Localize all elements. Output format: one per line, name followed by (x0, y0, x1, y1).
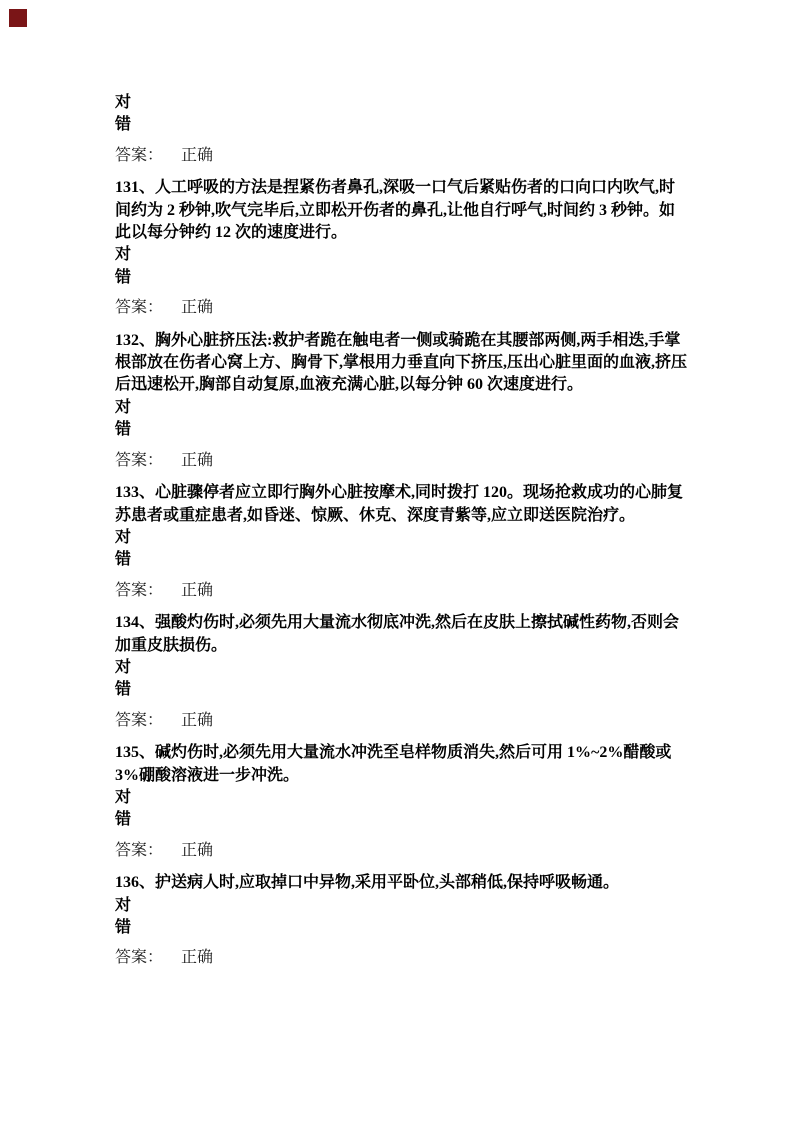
answer-value: 正确 (181, 146, 214, 164)
answer-label: 答案： (115, 146, 164, 164)
answer-row (115, 947, 687, 969)
option-false[interactable]: 错 (115, 268, 132, 286)
option-true[interactable]: 对 (115, 246, 132, 264)
option-false[interactable]: 错 (115, 811, 132, 829)
option-true[interactable]: 对 (115, 528, 132, 546)
question-text: 134、强酸灼伤时,必须先用大量流水彻底冲洗,然后在皮肤上擦拭碱性药物,否则会加重皮肤损伤。 (115, 614, 680, 654)
answer-row (115, 297, 687, 319)
option-true[interactable]: 对 (115, 658, 132, 676)
question-text: 132、胸外心脏挤压法:救护者跪在触电者一侧或骑跪在其腰部两侧,两手相迭,手掌根部放在伤者心窝上方、胸骨下,掌根用力垂直向下挤压,压出心脏里面的血液,挤压后迅速松开,胸部自动复原,血液充满心脏,以每分钟 60 次速度进行。 (115, 331, 688, 394)
answer-label: 答案： (115, 581, 164, 599)
answer-row (115, 710, 687, 732)
question-text: 136、护送病人时,应取掉口中异物,采用平卧位,头部稍低,保持呼吸畅通。 (115, 874, 620, 892)
red-square-marker (9, 9, 27, 27)
question-text: 135、碱灼伤时,必须先用大量流水冲洗至皂样物质消失,然后可用 1%~2%醋酸或 3%硼酸溶液进一步冲洗。 (115, 744, 672, 784)
question-block-leading (115, 92, 687, 167)
answer-value: 正确 (181, 451, 214, 469)
option-false[interactable]: 错 (115, 421, 132, 439)
question-block (115, 482, 687, 602)
answer-row (115, 145, 687, 167)
answer-value: 正确 (181, 949, 214, 967)
answer-label: 答案： (115, 299, 164, 317)
option-true[interactable]: 对 (115, 398, 132, 416)
question-block (115, 612, 687, 732)
option-false[interactable]: 错 (115, 919, 132, 936)
option-true[interactable]: 对 (115, 896, 132, 914)
answer-value: 正确 (181, 299, 214, 317)
question-block (115, 330, 687, 472)
answer-row (115, 450, 687, 472)
answer-label: 答案： (115, 451, 164, 469)
option-false[interactable]: 错 (115, 116, 132, 134)
option-true[interactable]: 对 (115, 94, 132, 111)
answer-label: 答案： (115, 711, 164, 729)
answer-value: 正确 (181, 581, 214, 599)
question-text: 131、人工呼吸的方法是捏紧伤者鼻孔,深吸一口气后紧贴伤者的口向口内吹气,时间约为 2 秒钟,吹气完毕后,立即松开伤者的鼻孔,让他自行呼气,时间约 3 秒钟。如此以每分钟约 12 次的速度进行。 (115, 179, 676, 242)
question-block (115, 742, 687, 862)
answer-value: 正确 (181, 711, 214, 729)
question-block (115, 177, 687, 319)
option-false[interactable]: 错 (115, 551, 132, 569)
question-block (115, 872, 687, 970)
option-true[interactable]: 对 (115, 788, 132, 806)
answer-label: 答案： (115, 841, 164, 859)
answer-row (115, 840, 687, 862)
option-false[interactable]: 错 (115, 681, 132, 699)
question-list (115, 177, 687, 970)
answer-value: 正确 (181, 841, 214, 859)
question-text: 133、心脏骤停者应立即行胸外心脏按摩术,同时拨打 120。现场抢救成功的心肺复苏患者或重症患者,如昏迷、惊厥、休克、深度青紫等,应立即送医院治疗。 (115, 484, 684, 524)
answer-row (115, 580, 687, 602)
answer-label: 答案： (115, 949, 164, 967)
